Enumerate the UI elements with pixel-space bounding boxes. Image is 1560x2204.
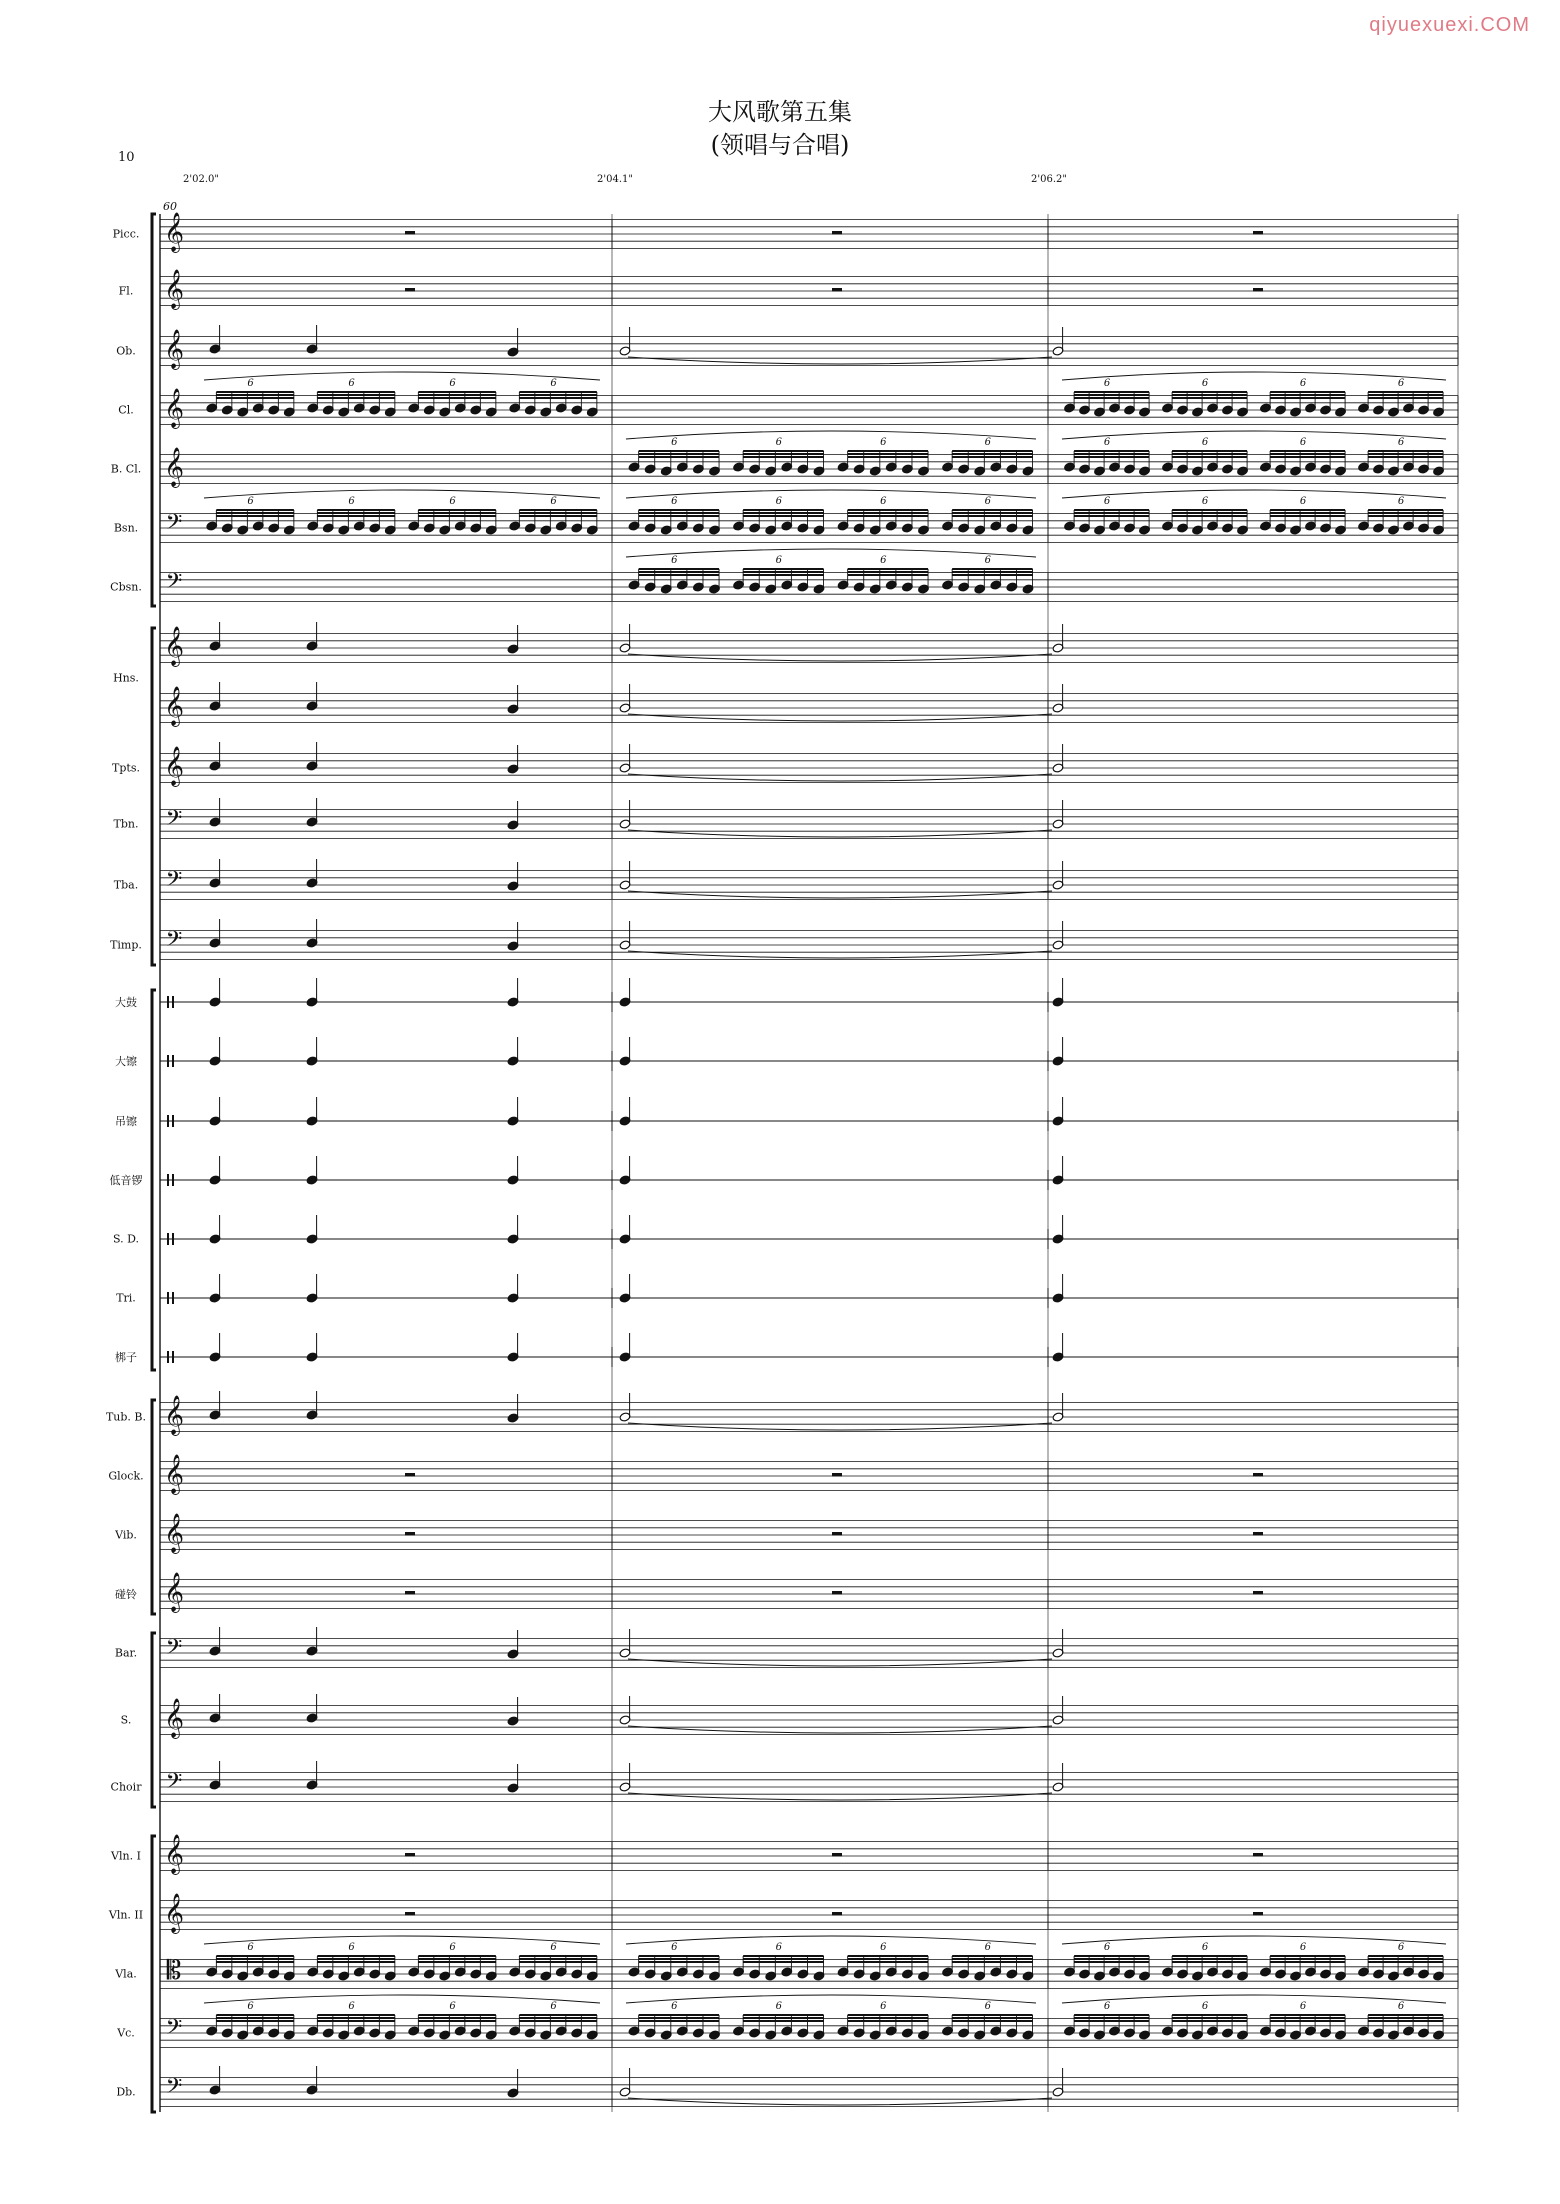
treble-clef: 𝄞 — [163, 1834, 185, 1874]
title-main: 大风歌第五集 — [708, 98, 852, 126]
slur — [626, 1936, 1036, 1944]
label-low-gong: 低音锣 — [109, 1174, 143, 1187]
whole-rest — [832, 1853, 842, 1857]
tuplet-number: 6 — [1201, 437, 1209, 448]
tuplet-number: 6 — [880, 555, 887, 566]
slur — [204, 372, 600, 380]
tuplet-number: 6 — [671, 437, 678, 448]
treble-clef: 𝄞 — [163, 447, 185, 487]
whole-rest — [832, 1591, 842, 1595]
tuplet-number: 6 — [1103, 378, 1111, 389]
tuplet-number: 6 — [247, 1942, 254, 1953]
tuplet-number: 6 — [671, 496, 678, 507]
tuplet-number: 6 — [775, 496, 782, 507]
whole-rest — [832, 1532, 842, 1536]
tuplet-number: 6 — [348, 378, 355, 389]
label-cymbals: 大镲 — [115, 1055, 137, 1068]
whole-rest — [405, 288, 415, 292]
treble-clef: 𝄞 — [163, 1395, 185, 1435]
whole-rest — [405, 1591, 415, 1595]
tuplet-number: 6 — [550, 2001, 557, 2012]
tuplet-number: 6 — [984, 1942, 991, 1953]
treble-clef: 𝄞 — [163, 686, 185, 726]
slur — [1062, 1995, 1446, 2003]
treble-clef: 𝄞 — [163, 269, 185, 309]
label-timpani: Timp. — [110, 938, 142, 952]
bass-clef: 𝄢 — [165, 1769, 183, 1799]
label-bass-drum: 大鼓 — [115, 996, 137, 1009]
treble-clef: 𝄞 — [163, 1698, 185, 1738]
tuplet-number: 6 — [880, 2001, 887, 2012]
label-choir: Choir — [110, 1780, 142, 1794]
tuplet-number: 6 — [984, 437, 991, 448]
label-double-bass: Db. — [116, 2085, 136, 2099]
label-contrabassoon: Cbsn. — [110, 580, 142, 594]
label-baritone: Bar. — [114, 1646, 138, 1660]
tuplet-number: 6 — [1397, 2001, 1405, 2012]
tuplet-number: 6 — [247, 378, 254, 389]
whole-rest — [405, 1853, 415, 1857]
treble-clef: 𝄞 — [163, 1572, 185, 1612]
label-violin-1: Vln. I — [111, 1849, 141, 1863]
label-vibraphone: Vib. — [115, 1528, 137, 1542]
tuplet-number: 6 — [1201, 496, 1209, 507]
slur — [204, 1995, 600, 2003]
measure-number: 60 — [163, 200, 177, 213]
tuplet-number: 6 — [1397, 378, 1405, 389]
tuplet-number: 6 — [880, 1942, 887, 1953]
page-number: 10 — [118, 150, 135, 165]
label-bass-clarinet: B. Cl. — [110, 462, 142, 476]
treble-clef: 𝄞 — [163, 1513, 185, 1553]
treble-clef: 𝄞 — [163, 1893, 185, 1933]
label-glockenspiel: Glock. — [108, 1469, 144, 1483]
tuplet-number: 6 — [550, 378, 557, 389]
slur — [1062, 372, 1446, 380]
watermark: qiyuexuexi.COM — [1369, 14, 1530, 36]
label-horns: Hns. — [113, 671, 139, 685]
label-suspended-cymbal: 吊镲 — [115, 1115, 137, 1128]
bass-clef: 𝄢 — [165, 2074, 183, 2104]
tuplet-number: 6 — [1103, 1942, 1111, 1953]
whole-rest — [405, 1473, 415, 1477]
treble-clef: 𝄞 — [163, 626, 185, 666]
whole-rest — [1253, 1532, 1263, 1536]
bracket-percussion — [152, 990, 156, 1370]
bass-clef: 𝄢 — [165, 927, 183, 957]
slur — [1062, 1936, 1446, 1944]
tuplet-number: 6 — [1397, 1942, 1405, 1953]
tuplet-number: 6 — [550, 496, 557, 507]
label-flute: Fl. — [118, 284, 134, 298]
tuplet-number: 6 — [1299, 1942, 1307, 1953]
slur — [204, 490, 600, 498]
whole-rest — [832, 288, 842, 292]
tuplet-number: 6 — [984, 555, 991, 566]
label-snare-drum: S. D. — [112, 1232, 140, 1246]
tuplet-number: 6 — [1299, 378, 1307, 389]
slur — [1062, 490, 1446, 498]
whole-rest — [1253, 1912, 1263, 1916]
label-oboe: Ob. — [116, 344, 136, 358]
tuplet-number: 6 — [1201, 378, 1209, 389]
tuplet-number: 6 — [1103, 2001, 1111, 2012]
tuplet-number: 6 — [449, 2001, 456, 2012]
tuplet-number: 6 — [671, 2001, 678, 2012]
tuplet-number: 6 — [1103, 437, 1111, 448]
label-viola: Vla. — [115, 1967, 137, 1981]
tuplet-number: 6 — [671, 555, 678, 566]
treble-clef: 𝄞 — [163, 329, 185, 369]
tuplet-number: 6 — [880, 437, 887, 448]
bass-clef: 𝄢 — [165, 510, 183, 540]
whole-rest — [405, 231, 415, 235]
label-tubular-bells: Tub. B. — [105, 1410, 147, 1424]
treble-clef: 𝄞 — [163, 212, 185, 252]
whole-rest — [405, 1532, 415, 1536]
tuplet-number: 6 — [1397, 496, 1405, 507]
bracket-brass — [152, 628, 156, 965]
label-bassoon: Bsn. — [113, 521, 139, 535]
slur — [626, 431, 1036, 439]
bass-clef: 𝄢 — [165, 806, 183, 836]
label-violin-2: Vln. II — [108, 1908, 144, 1922]
title-sub: (领唱与合唱) — [710, 131, 850, 159]
alto-clef: 𝄡 — [166, 1956, 182, 1986]
bass-clef: 𝄢 — [165, 1635, 183, 1665]
whole-rest — [832, 1473, 842, 1477]
bracket-woodwinds — [152, 214, 156, 606]
tuplet-number: 6 — [449, 496, 456, 507]
label-bell-chimes: 碰铃 — [115, 1588, 137, 1601]
treble-clef: 𝄞 — [163, 388, 185, 428]
bass-clef: 𝄢 — [165, 2015, 183, 2045]
whole-rest — [1253, 1853, 1263, 1857]
tuplet-number: 6 — [984, 496, 991, 507]
slur — [626, 1995, 1036, 2003]
whole-rest — [832, 231, 842, 235]
tuplet-number: 6 — [775, 1942, 782, 1953]
bass-clef: 𝄢 — [165, 569, 183, 599]
bracket-keyboards — [152, 1400, 156, 1614]
whole-rest — [1253, 1591, 1263, 1595]
tuplet-number: 6 — [671, 1942, 678, 1953]
timestamp-measure-60: 2'02.0" — [183, 174, 219, 185]
slur — [626, 490, 1036, 498]
tuplet-number: 6 — [1201, 2001, 1209, 2012]
whole-rest — [832, 1912, 842, 1916]
tuplet-number: 6 — [984, 2001, 991, 2012]
whole-rest — [1253, 1473, 1263, 1477]
tuplet-number: 6 — [247, 2001, 254, 2012]
slur — [204, 1936, 600, 1944]
bracket-strings — [152, 1836, 156, 2112]
tuplet-number: 6 — [880, 496, 887, 507]
label-clarinet: Cl. — [118, 403, 134, 417]
tuplet-number: 6 — [1299, 496, 1307, 507]
label-soprano: S. — [120, 1713, 132, 1727]
slur — [1062, 431, 1446, 439]
timestamp-measure-62: 2'06.2" — [1031, 174, 1067, 185]
label-woodblock: 梆子 — [115, 1351, 137, 1364]
tuplet-number: 6 — [775, 555, 782, 566]
timestamp-measure-61: 2'04.1" — [597, 174, 633, 185]
whole-rest — [1253, 231, 1263, 235]
tuplet-number: 6 — [775, 437, 782, 448]
label-piccolo: Picc. — [112, 227, 140, 241]
label-trombone: Tbn. — [113, 817, 139, 831]
tuplet-number: 6 — [348, 1942, 355, 1953]
tuplet-number: 6 — [247, 496, 254, 507]
tuplet-number: 6 — [449, 1942, 456, 1953]
treble-clef: 𝄞 — [163, 746, 185, 786]
tuplet-number: 6 — [1397, 437, 1405, 448]
tuplet-number: 6 — [449, 378, 456, 389]
whole-rest — [405, 1912, 415, 1916]
tuplet-number: 6 — [1299, 2001, 1307, 2012]
bass-clef: 𝄢 — [165, 867, 183, 897]
label-triangle: Tri. — [116, 1291, 136, 1305]
whole-rest — [1253, 288, 1263, 292]
tuplet-number: 6 — [550, 1942, 557, 1953]
treble-clef: 𝄞 — [163, 1454, 185, 1494]
tuplet-number: 6 — [1103, 496, 1111, 507]
label-cello: Vc. — [117, 2026, 135, 2040]
label-trumpets: Tpts. — [112, 761, 140, 775]
bracket-voices — [152, 1633, 156, 1807]
tuplet-number: 6 — [1201, 1942, 1209, 1953]
tuplet-number: 6 — [348, 2001, 355, 2012]
label-tuba: Tba. — [113, 878, 139, 892]
tuplet-number: 6 — [348, 496, 355, 507]
slur — [626, 549, 1036, 557]
tuplet-number: 6 — [775, 2001, 782, 2012]
tuplet-number: 6 — [1299, 437, 1307, 448]
